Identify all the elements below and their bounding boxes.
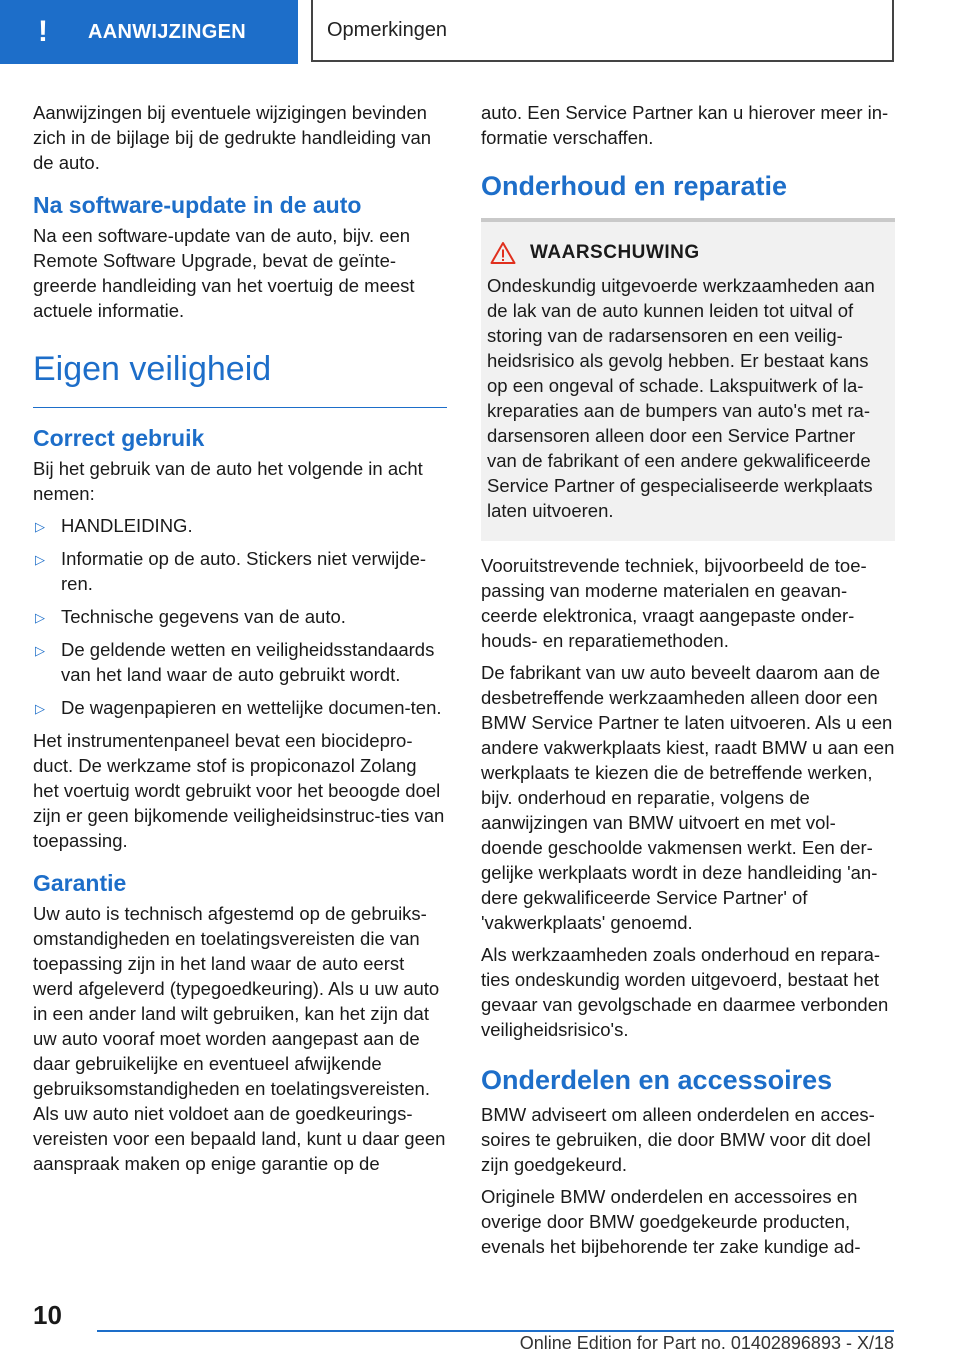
list-item-text: HANDLEIDING.: [61, 515, 193, 536]
paragraph-ondeskundig: Als werkzaamheden zoals onderhoud en repara-ties ondeskundig worden uitgevoerd, bestaat het gevaar van gevolgschade en daarmee verbonden veiligheidsrisico's.: [481, 944, 889, 1040]
footer-edition: Online Edition for Part no. 01402896893 - X/18: [519, 1333, 894, 1353]
heading-onderdelen-accessoires: Onderdelen en accessoires: [481, 1065, 833, 1095]
list-item-text: Informatie op de auto. Stickers niet verwijde-ren.: [61, 548, 427, 594]
triangle-bullet-icon: ▷: [35, 643, 45, 658]
list-item: [33, 513, 447, 538]
heading-eigen-veiligheid: Eigen veiligheid: [33, 349, 447, 408]
left-column: [33, 100, 447, 1183]
heading-correct-gebruik: Correct gebruik: [33, 425, 205, 451]
paragraph-software-update: Na een software-update van de auto, bijv. een Remote Software Upgrade, bevat de geïnte-greerde handleiding van het voertuig de meest actuele informatie.: [33, 225, 415, 321]
exclamation-icon: !: [38, 15, 48, 48]
paragraph-fabrikant: De fabrikant van uw auto beveelt daarom aan de desbetreffende werkzaamheden alleen door een BMW Service Partner te laten uitvoeren. Als u een andere vakwerkplaats kiest, raadt BMW u aan een werkplaats te kiezen die de betreffende werken, bijv. onderhoud en reparatie, volgens de aanwijzingen van BMW uitvoert en met vol-doende geschoolde vakmensen werkt. Een der-gelijke werkplaats wordt in deze handleiding 'an-dere gekwalificeerde Service Partner' of 'vakwerkplaats' genoemd.: [481, 662, 895, 933]
list-item-text: De geldende wetten en veiligheidsstandaards van het land waar de auto gebruikt wordt.: [61, 639, 435, 685]
triangle-bullet-icon: ▷: [35, 701, 45, 716]
heading-onderhoud-reparatie: Onderhoud en reparatie: [481, 170, 895, 222]
page-number: 10: [33, 1300, 62, 1330]
paragraph-adviseert: BMW adviseert om alleen onderdelen en acces-soires te gebruiken, die door BMW voor dit doel zijn goedgekeurd.: [481, 1104, 875, 1175]
warning-header: [487, 240, 889, 265]
list-item: [33, 695, 447, 720]
paragraph-garantie: Uw auto is technisch afgestemd op de gebruiks-omstandigheden en toelatingsvereisten die van toepassing zijn in het land waar de auto eerst werd afgeleverd (typegoedkeuring). Als u uw auto in een ander land wilt gebruiken, kan het zijn dat uw auto vooraf moet worden aangepast aan de daar gebruikelijke en eventueel afwijkende gebruiksomstandigheden en toelatingsvereisten. Als uw auto niet voldoet aan de goedkeurings-vereisten voor een bepaald land, kunt u daar geen aanspraak maken op enige garantie op de: [33, 903, 446, 1174]
warning-triangle-icon: [490, 241, 516, 265]
paragraph-wijzigingen: Aanwijzingen bij eventuele wijzigingen bevinden zich in de bijlage bij de gedrukte handleiding van de auto.: [33, 102, 432, 173]
heading-software-update: Na software-update in de auto: [33, 192, 362, 218]
paragraph-originele: Originele BMW onderdelen en accessoires en overige door BMW goedgekeurde producten, evenals het bijbehorende ter zake kundige ad-: [481, 1186, 861, 1257]
warning-title: WAARSCHUWING: [530, 242, 700, 263]
paragraph-techniek: Vooruitstrevende techniek, bijvoorbeeld de toe-passing van moderne materialen en geavan-ceerde elektronica, vraagt aangepaste onder-houds- en reparatiemethoden.: [481, 555, 867, 651]
footer-divider: [97, 1330, 894, 1332]
subsection-header: [311, 0, 894, 62]
triangle-bullet-icon: ▷: [35, 552, 45, 567]
paragraph-correct-gebruik: Bij het gebruik van de auto het volgende in acht nemen:: [33, 458, 423, 504]
warning-text: Ondeskundig uitgevoerde werkzaamheden aan de lak van de auto kunnen leiden tot uitval of storing van de radarsensoren en een veilig-heidsrisico als gevolg hebben. Er bestaat kans op een ongeval of schade. Lakspuitwerk of la-kreparaties aan de bumpers van auto's met ra-darsensoren alleen door een Service Partner van de fabrikant of een andere gekwalificeerde Service Partner of gespecialiseerde werkplaats laten uitvoeren.: [487, 275, 875, 521]
list-item: [33, 604, 447, 629]
list-item: [33, 637, 447, 687]
triangle-bullet-icon: ▷: [35, 610, 45, 625]
heading-garantie: Garantie: [33, 870, 127, 896]
paragraph-biocide: Het instrumentenpaneel bevat een biocidepro-duct. De werkzame stof is propiconazol Zolang het voertuig wordt gebruikt voor het beoogde doel zijn er geen bijkomende veiligheidsinstruc-ties van toepassing.: [33, 730, 445, 851]
warning-box: [481, 222, 895, 541]
triangle-bullet-icon: ▷: [35, 519, 45, 534]
list-item-text: Technische gegevens van de auto.: [61, 606, 346, 627]
section-tab-label: AANWIJZINGEN: [88, 20, 247, 43]
section-tab: [0, 0, 298, 64]
usage-list: [33, 513, 447, 720]
right-column: [481, 100, 895, 1266]
subsection-title: Opmerkingen: [327, 18, 448, 41]
list-item-text: De wagenpapieren en wettelijke documen-ten.: [61, 697, 442, 718]
list-item: [33, 546, 447, 596]
paragraph-service-partner: auto. Een Service Partner kan u hierover meer in-formatie verschaffen.: [481, 102, 889, 148]
